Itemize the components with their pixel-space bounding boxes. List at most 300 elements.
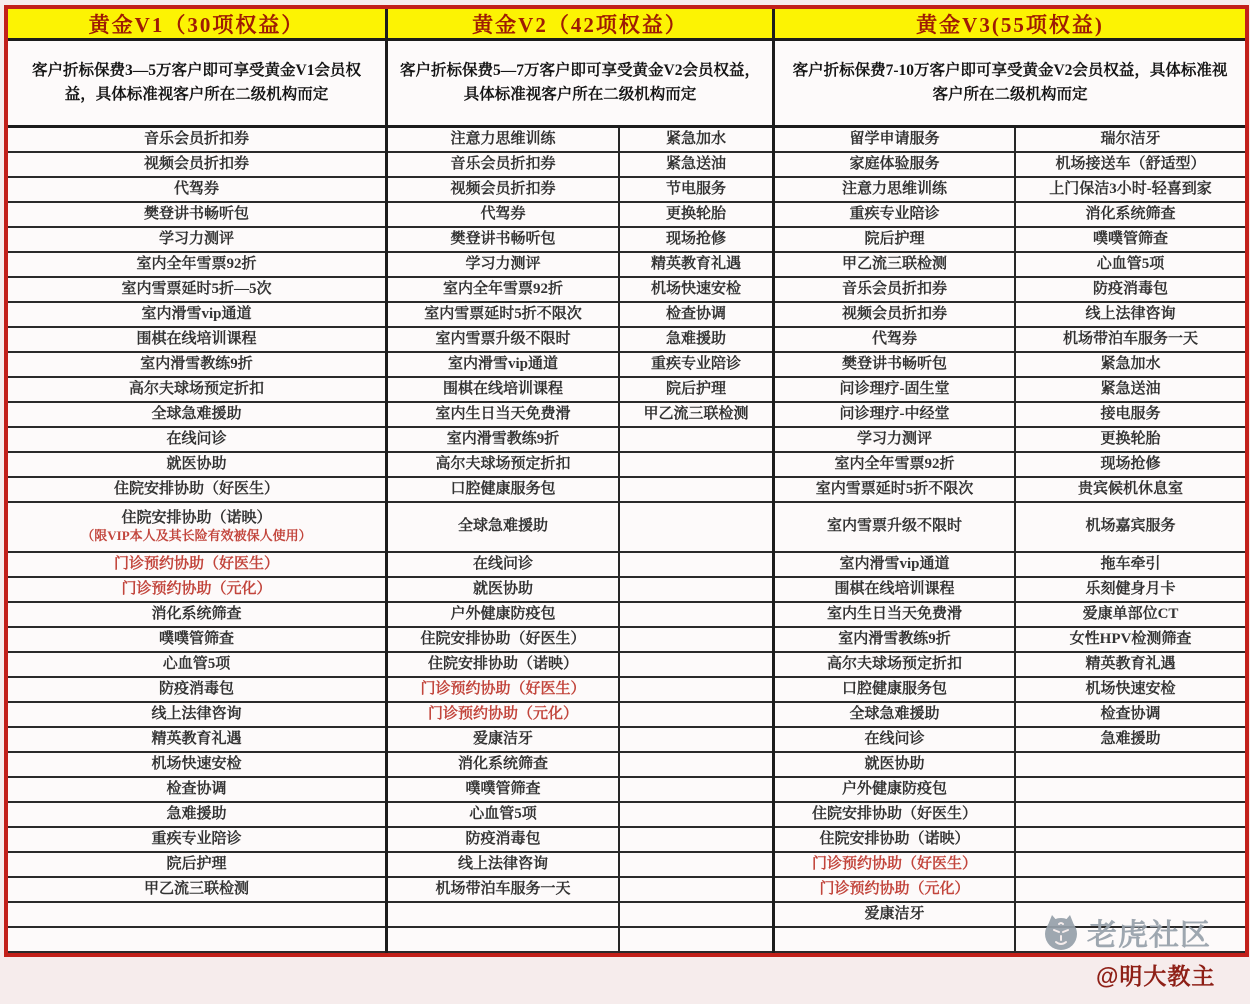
benefit-cell	[775, 578, 1014, 603]
benefit-cell	[388, 878, 618, 903]
benefit-label: 室内全年雪票92折	[834, 455, 955, 472]
benefit-label: 机场嘉宾服务	[1085, 518, 1176, 535]
benefit-cell	[1016, 578, 1245, 603]
benefit-cell	[8, 778, 385, 803]
watermark-community	[1042, 910, 1211, 954]
benefit-cell	[8, 728, 385, 753]
benefit-label: 音乐会员折扣券	[450, 155, 556, 172]
benefit-cell	[775, 553, 1014, 578]
benefit-cell	[775, 428, 1014, 453]
benefit-cell	[8, 328, 385, 353]
benefit-cell	[775, 203, 1014, 228]
benefit-cell	[8, 203, 385, 228]
benefit-cell	[8, 853, 385, 878]
benefit-cell	[8, 378, 385, 403]
benefit-cell	[388, 378, 618, 403]
benefit-label: 室内生日当天免费滑	[826, 605, 962, 622]
empty-cell	[775, 928, 1014, 953]
empty-cell	[8, 928, 385, 953]
benefit-cell	[775, 728, 1014, 753]
benefit-label: 住院安排协助（好医生）	[811, 805, 977, 822]
benefit-cell	[388, 478, 618, 503]
benefit-cell	[620, 253, 772, 278]
benefit-cell	[775, 478, 1014, 503]
benefit-label: 门诊预约协助（元化）	[121, 580, 272, 597]
benefit-cell	[8, 628, 385, 653]
benefit-label: 住院安排协助（好医生）	[420, 630, 586, 647]
v3-benefits-left	[775, 128, 1016, 953]
benefit-cell	[1016, 603, 1245, 628]
benefit-label: 拖车牵引	[1100, 555, 1161, 572]
benefit-label: 线上法律咨询	[1085, 305, 1176, 322]
benefit-cell	[8, 678, 385, 703]
benefit-cell	[388, 203, 618, 228]
benefit-label: 代驾券	[871, 330, 917, 347]
benefit-label: 上门保洁3小时-轻喜到家	[1049, 180, 1212, 197]
membership-benefits-table	[4, 5, 1249, 957]
benefit-cell	[1016, 128, 1245, 153]
benefit-label: 急难援助	[1100, 730, 1161, 747]
benefit-cell	[775, 228, 1014, 253]
benefit-cell	[8, 228, 385, 253]
benefit-label: 院后护理	[864, 230, 925, 247]
benefit-cell	[8, 578, 385, 603]
benefit-label: 室内生日当天免费滑	[435, 405, 571, 422]
benefit-cell	[1016, 228, 1245, 253]
benefit-label: 院后护理	[665, 380, 726, 397]
empty-cell	[620, 803, 772, 828]
benefit-cell	[1016, 203, 1245, 228]
benefit-label: 爱康单部位CT	[1082, 605, 1179, 622]
header-row	[8, 9, 1245, 41]
benefit-label: 精英教育礼遇	[151, 730, 242, 747]
benefit-label: 门诊预约协助（好医生）	[113, 555, 279, 572]
benefit-label: 樊登讲书畅听包	[450, 230, 556, 247]
benefit-cell	[388, 578, 618, 603]
empty-cell	[1016, 853, 1245, 878]
benefit-label: 瑞尔洁牙	[1100, 130, 1161, 147]
benefit-label: 留学申请服务	[849, 130, 940, 147]
watermark-community-label: 老虎社区	[1087, 919, 1211, 952]
benefit-label: 学习力测评	[465, 255, 541, 272]
benefit-cell	[775, 853, 1014, 878]
benefit-label: 线上法律咨询	[151, 705, 242, 722]
benefit-label: 机场带泊车服务一天	[435, 880, 571, 897]
benefit-label: 女性HPV检测筛查	[1069, 630, 1192, 647]
empty-cell	[620, 878, 772, 903]
benefit-cell	[388, 128, 618, 153]
benefit-label: 心血管5项	[162, 655, 231, 672]
benefit-cell	[8, 153, 385, 178]
benefit-cell	[8, 753, 385, 778]
empty-cell	[1016, 778, 1245, 803]
benefit-cell	[1016, 403, 1245, 428]
benefit-label: 樊登讲书畅听包	[143, 205, 249, 222]
benefit-cell	[1016, 378, 1245, 403]
benefit-label: 节电服务	[665, 180, 726, 197]
benefit-label: 室内滑雪vip通道	[447, 355, 558, 372]
benefit-cell	[775, 353, 1014, 378]
benefit-cell	[8, 653, 385, 678]
empty-cell	[620, 728, 772, 753]
benefit-label: 爱康洁牙	[472, 730, 533, 747]
benefit-cell	[1016, 428, 1245, 453]
benefit-label: 急难援助	[166, 805, 227, 822]
benefit-label: 噗噗管筛查	[1092, 230, 1168, 247]
benefit-cell	[775, 253, 1014, 278]
benefit-cell	[775, 403, 1014, 428]
benefit-label: 室内滑雪vip通道	[839, 555, 950, 572]
benefit-label: 在线问诊	[166, 430, 227, 447]
benefit-cell	[775, 278, 1014, 303]
empty-cell	[620, 578, 772, 603]
benefit-label: 代驾券	[173, 180, 219, 197]
benefit-label: 视频会员折扣券	[450, 180, 556, 197]
empty-cell	[620, 478, 772, 503]
benefit-cell	[1016, 728, 1245, 753]
benefit-cell	[620, 228, 772, 253]
desc-gold-v3: 客户折标保费7-10万客户即可享受黄金V2会员权益，具体标准视客户所在二级机构而定	[792, 61, 1228, 103]
benefit-label: 消化系统筛查	[457, 755, 548, 772]
benefit-label: 防疫消毒包	[158, 680, 234, 697]
benefit-label: 精英教育礼遇	[650, 255, 741, 272]
benefit-cell	[775, 903, 1014, 928]
benefit-cell	[1016, 478, 1245, 503]
benefit-cell	[388, 328, 618, 353]
benefit-cell	[388, 703, 618, 728]
benefit-label: 就医协助	[472, 580, 533, 597]
benefit-cell	[620, 378, 772, 403]
benefit-label: 住院安排协助（诺映）	[121, 510, 272, 527]
benefit-label: 室内雪票升级不限时	[435, 330, 571, 347]
benefit-label: 樊登讲书畅听包	[841, 355, 947, 372]
benefit-cell	[8, 553, 385, 578]
benefit-cell	[1016, 628, 1245, 653]
benefit-label: 室内雪票延时5折不限次	[424, 305, 582, 322]
benefit-cell	[775, 803, 1014, 828]
benefit-label: 心血管5项	[1096, 255, 1165, 272]
benefit-label: 高尔夫球场预定折扣	[435, 455, 571, 472]
empty-cell	[620, 703, 772, 728]
benefit-cell	[775, 303, 1014, 328]
header-gold-v2: 黄金V2（42项权益）	[388, 9, 775, 38]
benefit-label: 室内雪票延时5折不限次	[815, 480, 974, 497]
benefit-label: 院后护理	[166, 855, 227, 872]
benefit-label: 门诊预约协助（元化）	[819, 880, 970, 897]
v3-benefits-right	[1016, 128, 1245, 953]
benefit-label: 更换轮胎	[665, 205, 726, 222]
benefit-label: 住院安排协助（好医生）	[113, 480, 279, 497]
benefit-cell	[8, 478, 385, 503]
benefit-cell	[1016, 253, 1245, 278]
benefit-cell	[775, 328, 1014, 353]
benefit-label: 住院安排协助（诺映）	[427, 655, 578, 672]
empty-cell	[620, 428, 772, 453]
benefit-cell	[388, 753, 618, 778]
benefit-label: 甲乙流三联检测	[841, 255, 947, 272]
benefit-cell	[1016, 353, 1245, 378]
benefit-label: 噗噗管筛查	[158, 630, 234, 647]
benefit-label: 甲乙流三联检测	[643, 405, 749, 422]
benefit-label: 机场快速安检	[151, 755, 242, 772]
benefit-label: 甲乙流三联检测	[143, 880, 249, 897]
benefit-cell	[620, 128, 772, 153]
benefit-cell	[388, 553, 618, 578]
benefit-cell	[8, 278, 385, 303]
benefit-cell	[388, 828, 618, 853]
benefit-cell	[8, 428, 385, 453]
benefit-label: 围棋在线培训课程	[834, 580, 955, 597]
benefit-cell	[775, 603, 1014, 628]
benefit-cell	[620, 328, 772, 353]
benefit-cell	[775, 628, 1014, 653]
tiger-logo-icon	[1042, 913, 1080, 951]
benefit-cell	[388, 403, 618, 428]
empty-cell	[620, 828, 772, 853]
benefit-label: 防疫消毒包	[465, 830, 541, 847]
benefit-label: 视频会员折扣券	[143, 155, 249, 172]
benefit-cell	[620, 353, 772, 378]
benefit-label: 口腔健康服务包	[450, 480, 556, 497]
empty-cell	[620, 903, 772, 928]
benefit-label: 现场抢修	[665, 230, 726, 247]
benefit-cell	[8, 353, 385, 378]
benefit-cell	[620, 403, 772, 428]
benefit-cell	[775, 128, 1014, 153]
benefit-cell	[388, 303, 618, 328]
benefit-cell	[775, 178, 1014, 203]
benefit-cell	[388, 503, 618, 553]
empty-cell	[1016, 878, 1245, 903]
benefit-label: 紧急加水	[665, 130, 726, 147]
empty-cell	[620, 453, 772, 478]
empty-cell	[620, 853, 772, 878]
benefit-cell	[8, 403, 385, 428]
benefit-cell	[388, 228, 618, 253]
benefit-cell	[8, 703, 385, 728]
benefit-label: 防疫消毒包	[1092, 280, 1168, 297]
benefit-label: 贵宾候机休息室	[1077, 480, 1183, 497]
benefit-cell	[388, 428, 618, 453]
benefit-label: 就医协助	[864, 755, 925, 772]
benefit-cell	[620, 153, 772, 178]
benefit-cell	[8, 828, 385, 853]
benefit-cell	[620, 178, 772, 203]
description-row	[8, 41, 1245, 128]
benefit-cell	[1016, 703, 1245, 728]
benefit-cell	[775, 678, 1014, 703]
benefit-label: 机场快速安检	[1085, 680, 1176, 697]
benefit-label: 户外健康防疫包	[450, 605, 556, 622]
benefit-cell	[1016, 153, 1245, 178]
benefit-label: 重疾专业陪诊	[151, 830, 242, 847]
empty-cell	[620, 778, 772, 803]
benefit-label: 噗噗管筛查	[465, 780, 541, 797]
benefit-cell	[388, 803, 618, 828]
empty-cell	[1016, 828, 1245, 853]
benefit-label: 门诊预约协助（好医生）	[420, 680, 586, 697]
benefit-label: 乐刻健身月卡	[1085, 580, 1176, 597]
benefit-label: 室内滑雪教练9折	[838, 630, 951, 647]
benefit-label: 消化系统筛查	[1085, 205, 1176, 222]
benefit-label: 问诊理疗-中经堂	[839, 405, 950, 422]
benefit-label: 家庭体验服务	[849, 155, 940, 172]
benefit-cell	[775, 703, 1014, 728]
benefit-cell	[1016, 278, 1245, 303]
benefit-cell	[1016, 503, 1245, 553]
benefit-label: 学习力测评	[158, 230, 234, 247]
benefit-label: 音乐会员折扣券	[143, 130, 249, 147]
benefit-cell	[620, 303, 772, 328]
benefit-label: 注意力思维训练	[450, 130, 556, 147]
benefit-cell	[775, 653, 1014, 678]
benefit-label: 注意力思维训练	[841, 180, 947, 197]
benefit-cell	[1016, 553, 1245, 578]
table-body	[8, 128, 1245, 953]
benefit-cell	[775, 503, 1014, 553]
benefit-label: 高尔夫球场预定折扣	[826, 655, 962, 672]
benefit-cell	[8, 803, 385, 828]
benefit-cell	[388, 453, 618, 478]
v2-benefits-left	[388, 128, 620, 953]
benefit-cell	[775, 453, 1014, 478]
benefit-label: 重疾专业陪诊	[849, 205, 940, 222]
benefit-label: 消化系统筛查	[151, 605, 242, 622]
benefit-cell	[388, 678, 618, 703]
benefit-cell	[388, 853, 618, 878]
empty-cell	[620, 553, 772, 578]
benefit-label: 急难援助	[665, 330, 726, 347]
benefit-cell	[775, 153, 1014, 178]
benefit-label: 室内全年雪票92折	[442, 280, 563, 297]
benefit-label: 检查协调	[166, 780, 227, 797]
empty-cell	[620, 628, 772, 653]
benefit-label: 室内滑雪教练9折	[446, 430, 560, 447]
watermark-author: @明大教主	[1096, 963, 1216, 989]
benefit-cell	[1016, 653, 1245, 678]
benefit-label: 心血管5项	[469, 805, 537, 822]
benefit-cell	[1016, 453, 1245, 478]
benefit-label: 门诊预约协助（元化）	[427, 705, 578, 722]
benefit-label: 围棋在线培训课程	[136, 330, 257, 347]
benefit-cell	[388, 278, 618, 303]
benefit-label: 在线问诊	[864, 730, 925, 747]
benefit-label: 现场抢修	[1100, 455, 1161, 472]
empty-cell	[1016, 753, 1245, 778]
empty-cell	[620, 753, 772, 778]
benefit-label: 紧急送油	[665, 155, 726, 172]
benefit-label: 室内雪票延时5折—5次	[121, 280, 272, 297]
benefit-label: 机场快速安检	[650, 280, 741, 297]
benefit-cell	[8, 128, 385, 153]
benefit-label: 口腔健康服务包	[841, 680, 947, 697]
benefit-cell	[775, 753, 1014, 778]
header-gold-v1: 黄金V1（30项权益）	[8, 9, 388, 38]
benefit-label: 全球急难援助	[151, 405, 242, 422]
benefit-label: 视频会员折扣券	[841, 305, 947, 322]
benefit-label: 爱康洁牙	[864, 905, 925, 922]
benefit-cell	[1016, 328, 1245, 353]
benefit-cell	[8, 453, 385, 478]
benefit-label: 就医协助	[166, 455, 227, 472]
benefit-label: 紧急送油	[1100, 380, 1161, 397]
benefit-label: 住院安排协助（诺映）	[819, 830, 970, 847]
benefit-label: 更换轮胎	[1100, 430, 1161, 447]
benefit-cell	[775, 878, 1014, 903]
empty-cell	[1016, 803, 1245, 828]
empty-cell	[620, 653, 772, 678]
header-gold-v3: 黄金V3(55项权益)	[916, 12, 1104, 37]
benefit-cell	[388, 153, 618, 178]
benefit-label: 全球急难援助	[457, 518, 548, 535]
benefit-label: 学习力测评	[856, 430, 932, 447]
benefit-label: 室内雪票升级不限时	[826, 518, 962, 535]
benefit-label: 精英教育礼遇	[1085, 655, 1176, 672]
benefit-label: 室内滑雪vip通道	[141, 305, 252, 322]
benefit-label: 问诊理疗-固生堂	[839, 380, 950, 397]
benefit-cell	[8, 303, 385, 328]
benefit-cell	[620, 278, 772, 303]
desc-gold-v1: 客户折标保费3—5万客户即可享受黄金V1会员权益，具体标准视客户所在二级机构而定	[8, 41, 388, 125]
benefit-cell	[388, 253, 618, 278]
benefit-cell	[388, 178, 618, 203]
benefit-cell	[620, 203, 772, 228]
benefit-cell	[388, 728, 618, 753]
benefit-label: 重疾专业陪诊	[650, 355, 741, 372]
benefit-cell	[8, 603, 385, 628]
benefit-cell	[388, 353, 618, 378]
empty-cell	[388, 928, 618, 953]
benefit-cell	[8, 503, 385, 553]
benefit-cell	[8, 878, 385, 903]
benefit-label: 户外健康防疫包	[841, 780, 947, 797]
benefit-cell	[388, 778, 618, 803]
benefit-note: （限VIP本人及其长险有效被保人使用）	[81, 527, 312, 543]
benefit-cell	[1016, 678, 1245, 703]
empty-cell	[8, 903, 385, 928]
benefit-cell	[775, 778, 1014, 803]
benefit-label: 线上法律咨询	[457, 855, 548, 872]
benefit-cell	[775, 378, 1014, 403]
benefit-cell	[775, 828, 1014, 853]
benefit-cell	[1016, 303, 1245, 328]
v2-benefits-right	[620, 128, 775, 953]
benefit-label: 紧急加水	[1100, 355, 1161, 372]
v1-benefits	[8, 128, 388, 953]
benefit-cell	[388, 603, 618, 628]
benefit-label: 检查协调	[1100, 705, 1161, 722]
empty-cell	[620, 928, 772, 953]
benefit-cell	[8, 253, 385, 278]
benefit-label: 检查协调	[665, 305, 726, 322]
benefit-label: 室内全年雪票92折	[136, 255, 257, 272]
benefit-cell	[1016, 178, 1245, 203]
empty-cell	[388, 903, 618, 928]
empty-cell	[620, 503, 772, 553]
benefit-label: 在线问诊	[472, 555, 533, 572]
benefit-label: 围棋在线培训课程	[442, 380, 563, 397]
benefit-cell	[388, 653, 618, 678]
benefit-label: 室内滑雪教练9折	[140, 355, 253, 372]
benefit-label: 接电服务	[1100, 405, 1161, 422]
benefit-label: 门诊预约协助（好医生）	[811, 855, 977, 872]
desc-gold-v2: 客户折标保费5—7万客户即可享受黄金V2会员权益，具体标准视客户所在二级机构而定	[388, 41, 775, 125]
benefit-label: 机场带泊车服务一天	[1062, 330, 1198, 347]
benefit-label: 机场接送车（舒适型）	[1055, 155, 1206, 172]
benefit-label: 代驾券	[480, 205, 526, 222]
benefit-label: 全球急难援助	[849, 705, 940, 722]
benefit-label: 音乐会员折扣券	[841, 280, 947, 297]
